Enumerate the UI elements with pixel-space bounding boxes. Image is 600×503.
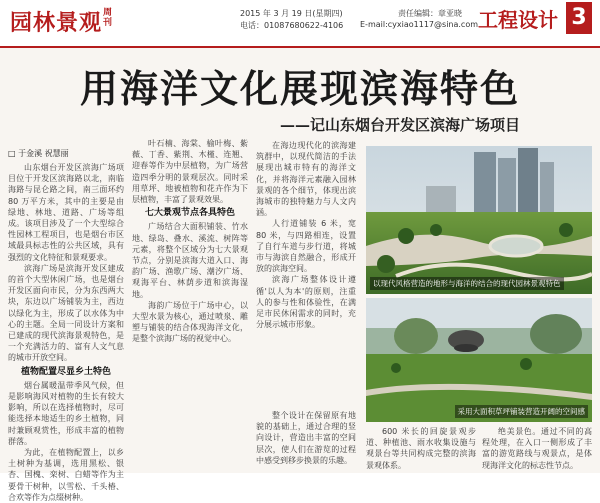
article-column-1 (8, 162, 124, 502)
paragraph: 600 米长的回旋景观步道、种植池、雨水收集设施与观景台等共同构成完整的滨海景观体系。 (366, 427, 476, 470)
article-subheadline: ——记山东烟台开发区滨海广场项目 (279, 116, 520, 134)
section-heading: 七大景观节点各具特色 (144, 208, 235, 219)
paragraph: 广场结合大面积铺装、竹水地、绿岛、叠水、溪流、树阵等元素，将整个区域分为七大景观节点，分别是滨海大道入口、海韵广场、渔歌广场、潮汐广场、观海平台、林荫步道和滨海湿地。 (132, 222, 248, 299)
paragraph: 为此，在植物配置上，以乡土树种为基调，选用黑松、银杏、国槐、栾树、白蜡等作为主要骨干树种，以雪松、千头椿、合欢等作为点缀树种。 (8, 448, 124, 502)
paragraph: 在海边现代化的滨海建筑群中，以现代简洁的手法展现出城市特有的海洋文化，并将海洋元素融入园林景观的各个细节，体现出滨海城市的独特魅力与人文内涵。 (256, 141, 356, 218)
article-headline: 用海洋文化展现滨海特色 (79, 66, 520, 111)
paragraph: 滨海广场是滨海开发区建成的首个大型休闲广场，也是烟台开发区面向市民，分为东西两大块，东边以广场铺装为主，西边以绿化为主，形成了以水体为中心的主题。全局一同设计方案和已建成的现代滨海景观特色，是一个充满活力的、富有人文气息的城市开放空间。 (8, 263, 124, 363)
paragraph: 绝美景色。通过不同的高程处理，在入口一侧形成了丰富的游览路线与观景点，是体现海洋文化的标志性节点。 (482, 427, 592, 470)
paragraph: 海韵广场位于广场中心，以大型水景为核心，通过喷泉、雕塑与铺装的结合体现海洋文化，是整个滨海广场的视觉中心。 (132, 300, 248, 344)
paragraph: 山东烟台开发区滨海广场项目位于开发区滨海路以北，南临海路与昆仑路之间，南三面环约 80 万平方米，其中的主要是由绿地、林地、道路、广场等组成。该项目涉及了一个大型综合性园林工程项目，也是烟台市区域最具标志性的公共区域，具有强烈的文化特征和景观要求。 (8, 163, 124, 262)
article-column-4 (256, 410, 356, 465)
contact-phone: 电话：01087680622-4106 (240, 21, 344, 30)
contact-email: E-mail:cyxiao1117@sina.com (360, 20, 479, 29)
publication-frequency: 周刊 (103, 8, 113, 28)
lawn-sculpture-image (366, 298, 592, 422)
article-column-2 (132, 138, 248, 462)
paragraph: 滨海广场整体设计遵循'以人为本'的原则，注重人的参与性和体验性，在满足市民休闲需求的同时，充分展示城市形象。 (256, 275, 356, 330)
page-number: 3 (566, 2, 592, 34)
photo-lawn-sculpture (366, 298, 592, 422)
section-heading: 植物配置尽显乡土特色 (20, 366, 111, 377)
paragraph: 整个设计在保留原有地貌的基础上，通过合理的竖向设计，营造出丰富的空间层次，使人们在游览的过程中感受到移步换景的乐趣。 (256, 411, 356, 465)
photo-caption: 以现代风格营造的地形与海洋的结合的现代园林景观特色 (370, 277, 564, 290)
responsible-editor: 责任编辑：章亚晓 (398, 9, 462, 18)
paragraph: 人行道铺装 6 米，宽 80 米，与四路相连，设置了自行车道与步行道，将城市与海滨自然融合，形成开放的滨海空间。 (256, 219, 356, 274)
section-title: 工程设计 (478, 8, 558, 32)
bottom-column-right (482, 426, 592, 470)
aerial-plaza-image (366, 146, 592, 294)
publication-name: 园林景观 (10, 10, 103, 36)
photo-caption: 采用大面积草坪铺装营造开阔的空间感 (455, 405, 589, 418)
article-byline: □ 于金溪 祝慧丽 (8, 149, 69, 158)
masthead (0, 0, 600, 46)
photo-aerial-plaza (366, 146, 592, 294)
masthead-rule (0, 46, 600, 48)
bottom-column-left (366, 426, 476, 470)
issue-date: 2015 年 3 月 19 日(星期四) (240, 9, 343, 18)
paragraph: 叶石楠、海棠、榆叶梅、紫薇、丁香、紫荆、木槿、连翘、迎春等作为中层植物，为广场营造四季分明的景观层次。同时采用草坪、地被植物和花卉作为下层植物，丰富了景观效果。 (132, 139, 248, 205)
paragraph: 烟台属暖温带季风气候，但是影响海风对植物的生长有较大影响，所以在选择植物时，尽可能选择本地适生的乡土植物，同时兼顾观赏性，形成丰富的植物群落。 (8, 380, 124, 446)
